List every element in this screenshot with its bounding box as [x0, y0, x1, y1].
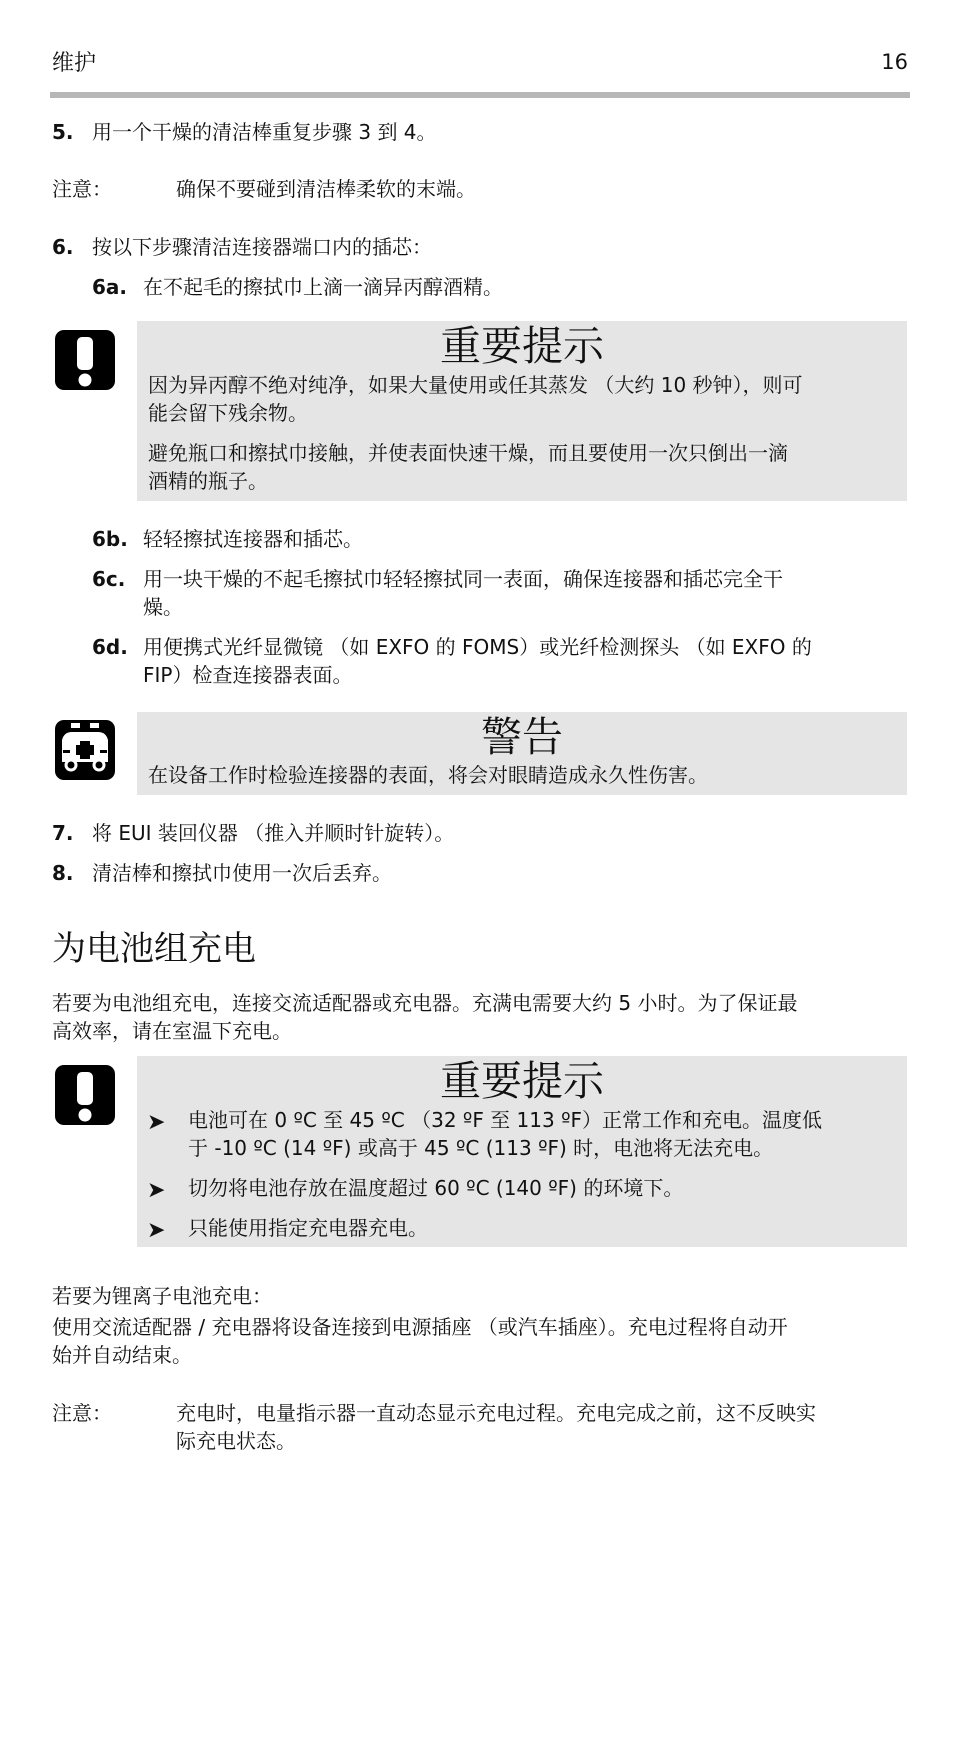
important-notice-box-1	[137, 321, 907, 501]
page-number: 16	[881, 50, 908, 74]
important-2-bullet-1-line1: 电池可在 0 ºC 至 45 ºC （32 ºF 至 113 ºF）正常工作和充电。温度低	[188, 1108, 823, 1132]
note-1-text: 确保不要碰到清洁棒柔软的末端。	[176, 177, 476, 201]
important-notice-box-2	[137, 1056, 907, 1247]
step-6c-number: 6c.	[92, 567, 126, 591]
note-2-label: 注意：	[52, 1401, 112, 1425]
step-6-number: 6.	[52, 235, 74, 259]
step-8-number: 8.	[52, 861, 74, 885]
step-8-text: 清洁棒和擦拭巾使用一次后丢弃。	[92, 861, 392, 885]
liion-line1: 使用交流适配器 / 充电器将设备连接到电源插座 （或汽车插座）。充电过程将自动开	[52, 1315, 788, 1339]
important-2-bullet-2: 切勿将电池存放在温度超过 60 ºC (140 ºF) 的环境下。	[188, 1176, 684, 1200]
warning-title: 警告	[481, 713, 563, 761]
header-title: 维护	[52, 51, 97, 76]
step-6a-text: 在不起毛的擦拭巾上滴一滴异丙醇酒精。	[143, 275, 503, 299]
step-6d-line2: FIP）检查连接器表面。	[143, 663, 353, 687]
bullet-arrow-3: ➤	[147, 1218, 166, 1243]
step-5-number: 5.	[52, 120, 74, 144]
section-heading: 为电池组充电	[52, 929, 256, 969]
important-2-bullet-3: 只能使用指定充电器充电。	[188, 1216, 428, 1240]
note-1-label: 注意：	[52, 177, 112, 201]
exclamation-icon	[54, 329, 116, 396]
important-1-p1-line1: 因为异丙醇不绝对纯净，如果大量使用或任其蒸发 （大约 10 秒钟），则可	[148, 373, 803, 397]
important-title-1: 重要提示	[440, 322, 604, 370]
step-6d-line1: 用便携式光纤显微镜 （如 EXFO 的 FOMS）或光纤检测探头 （如 EXFO 的	[143, 635, 812, 659]
step-6b-number: 6b.	[92, 527, 128, 551]
bullet-arrow-1: ➤	[147, 1110, 166, 1135]
warning-text: 在设备工作时检验连接器的表面，将会对眼睛造成永久性伤害。	[148, 763, 708, 787]
ambulance-icon	[54, 718, 116, 787]
important-1-p2-line2: 酒精的瓶子。	[148, 469, 268, 493]
step-7-number: 7.	[52, 821, 74, 845]
step-6d-number: 6d.	[92, 635, 128, 659]
step-6b-text: 轻轻擦拭连接器和插芯。	[143, 527, 363, 551]
liion-line2: 始并自动结束。	[52, 1343, 192, 1367]
important-1-p2-line1: 避免瓶口和擦拭巾接触，并使表面快速干燥，而且要使用一次只倒出一滴	[148, 441, 788, 465]
step-6a-number: 6a.	[92, 275, 128, 299]
step-5-text: 用一个干燥的清洁棒重复步骤 3 到 4。	[92, 120, 437, 144]
section-intro-line1: 若要为电池组充电，连接交流适配器或充电器。充满电需要大约 5 小时。为了保证最	[52, 991, 798, 1015]
step-6c-line2: 燥。	[143, 595, 183, 619]
bullet-arrow-2: ➤	[147, 1178, 166, 1203]
liion-label: 若要为锂离子电池充电：	[52, 1284, 272, 1308]
section-intro-line2: 高效率，请在室温下充电。	[52, 1019, 292, 1043]
step-6c-line1: 用一块干燥的不起毛擦拭巾轻轻擦拭同一表面，确保连接器和插芯完全干	[143, 567, 783, 591]
warning-box	[137, 712, 907, 795]
step-7-text: 将 EUI 装回仪器 （推入并顺时针旋转）。	[92, 821, 455, 845]
note-2-line2: 际充电状态。	[176, 1429, 296, 1453]
header-rule	[50, 92, 910, 98]
exclamation-icon-2	[54, 1064, 116, 1131]
important-2-bullet-1-line2: 于 -10 ºC (14 ºF) 或高于 45 ºC (113 ºF) 时，电池将无法充电。	[188, 1136, 774, 1160]
important-1-p1-line2: 能会留下残余物。	[148, 401, 308, 425]
step-6-text: 按以下步骤清洁连接器端口内的插芯：	[92, 235, 432, 259]
note-2-line1: 充电时，电量指示器一直动态显示充电过程。充电完成之前，这不反映实	[176, 1401, 816, 1425]
important-title-2: 重要提示	[440, 1057, 604, 1105]
